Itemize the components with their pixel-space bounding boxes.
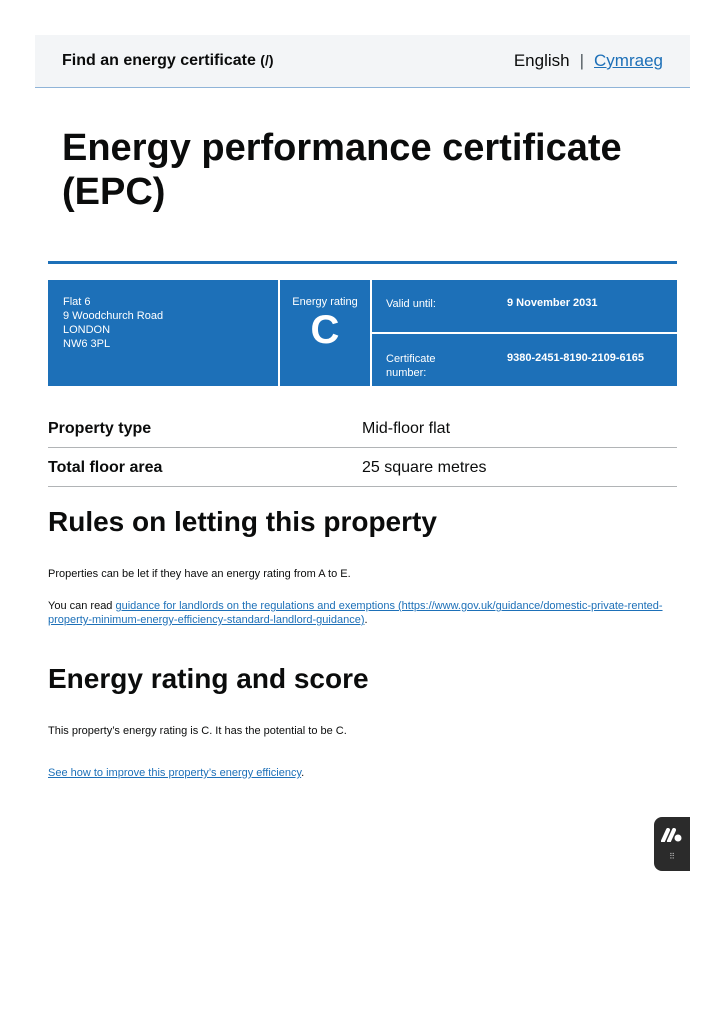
rules-guidance-text xyxy=(48,599,668,627)
detail-key: Property type xyxy=(48,420,152,437)
certificate-number-label: Certificate number: xyxy=(386,353,436,379)
text-suffix: . xyxy=(301,767,305,779)
rules-heading: Rules on letting this property xyxy=(48,506,437,537)
drag-handle-icon[interactable]: ⠿ xyxy=(669,852,675,861)
certificate-number-value: 9380-2451-8190-2109-6165 xyxy=(507,352,645,364)
address-line: Flat 6 xyxy=(63,296,91,308)
improve-paragraph xyxy=(48,766,668,780)
detail-key: Total floor area xyxy=(48,459,163,476)
detail-row-floor-area xyxy=(48,448,677,487)
improve-efficiency-link[interactable]: See how to improve this property’s energy efficiency xyxy=(48,767,302,779)
score-text: This property’s energy rating is C. It has the potential to be C. xyxy=(48,725,347,737)
detail-value: Mid-floor flat xyxy=(362,420,451,437)
text-prefix: You can read xyxy=(48,600,116,612)
property-address xyxy=(48,280,278,386)
title-divider xyxy=(48,261,677,264)
logo-icon xyxy=(661,828,683,842)
lang-cymraeg-link[interactable]: Cymraeg xyxy=(594,51,663,70)
energy-rating-box xyxy=(280,280,370,386)
address-line: 9 Woodchurch Road xyxy=(63,310,164,322)
address-postcode: NW6 3PL xyxy=(63,338,111,350)
detail-row-property-type xyxy=(48,409,677,448)
service-name[interactable]: Find an energy certificate (/) xyxy=(62,52,274,69)
lang-english: English xyxy=(513,51,570,70)
certificate-number-box xyxy=(372,334,677,386)
text-suffix: . xyxy=(364,614,368,626)
valid-until-value: 9 November 2031 xyxy=(507,297,598,309)
site-header xyxy=(35,35,690,88)
floating-assistant-widget[interactable] xyxy=(654,817,690,871)
page-title: Energy performance certificate (EPC) xyxy=(62,127,622,213)
energy-rating-value: C xyxy=(310,308,340,352)
landlord-guidance-link[interactable]: guidance for landlords on the regulations and exemptions (https://www.gov.uk/guidance/domestic-private-rented-property-minimum-energy-efficiency-standard-landlord-guidance) xyxy=(48,600,663,626)
score-heading: Energy rating and score xyxy=(48,663,369,694)
valid-until-label: Valid until: xyxy=(386,298,436,310)
energy-rating-label: Energy rating xyxy=(292,296,358,308)
rules-text: Properties can be let if they have an energy rating from A to E. xyxy=(48,568,351,580)
language-switcher xyxy=(514,51,663,71)
detail-value: 25 square metres xyxy=(362,459,487,476)
lang-separator: | xyxy=(579,51,585,70)
address-line: LONDON xyxy=(63,324,111,336)
valid-until-box xyxy=(372,280,677,332)
